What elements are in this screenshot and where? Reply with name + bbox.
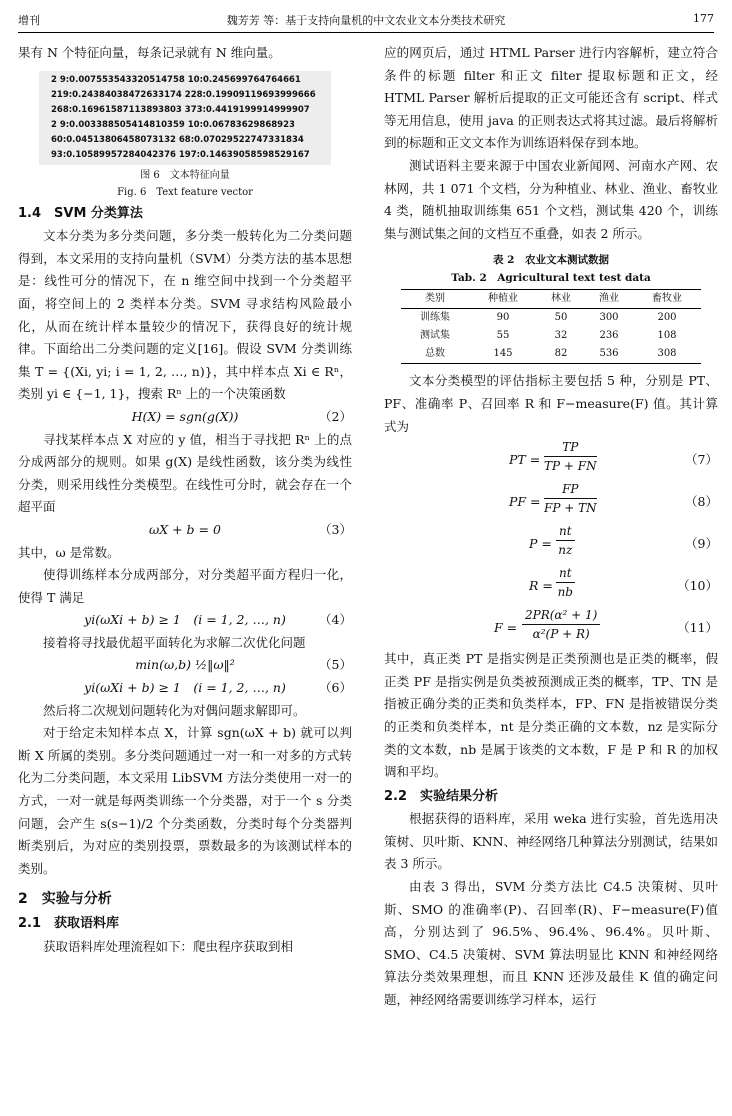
fig-line: 60:0.04513806458073132 68:0.07029522747331834 — [51, 134, 304, 145]
formula-11 — [384, 606, 718, 648]
fraction — [556, 522, 575, 559]
subsection-heading: 2.1 获取语料库 — [18, 916, 120, 931]
paragraph: 文本分类为多分类问题，多分类一般转化为二分类问题得到，本文采用的支持向量机（SVM）分类方法的基本思想是：线性可分的情况下，在 n 维空间中找到一个分类超平面，将空间上的 2 类样本分类。SVM 寻求结构风险最小化，从而在统计样本量较少的情况下，获得良好的统计规律。下面给出二分类问题的定义[16]。假设 SVM 分类训练集 T = {(Xi, yi; i = 1, 2, …, n)}，其中样本点 Xi ∈ Rⁿ，类别 yi ∈ {−1, 1}，搜索 Rⁿ 上的一个决策函数 — [18, 228, 352, 402]
fig-line: 268:0.16961587113893803 373:0.4419199914999907 — [51, 104, 310, 115]
table-cell: 145 — [469, 345, 537, 364]
fraction — [556, 564, 575, 601]
paragraph: 寻找某样本点 X 对应的 y 值，相当于寻找把 Rⁿ 上的点分成两部分的规则。如果 g(X) 是线性函数，该分类为线性分类，则采用线性分类模型。在线性可分时，就会存在一个超平面 — [18, 431, 352, 515]
numerator: nt — [556, 564, 575, 583]
table-cell: 300 — [599, 312, 619, 324]
paragraph: 由表 3 得出，SVM 分类方法比 C4.5 决策树、贝叶斯、SMO 的准确率(P)、召回率(R)、F−measure(F)值高，分别达到了 96.5%、96.4%、96.4%。贝叶斯、SMO、C4.5 决策树、SVM 算法明显比 KNN 和神经网络算法分类效果理想，而且 KNN 还涉及最佳 K 值的确定问题，神经网络需要训练学习样本，运行 — [384, 879, 718, 1008]
table-header: 种植业 — [469, 290, 537, 309]
paragraph: 其中，真正类 PT 是指实例是正类预测也是正类的概率，假正类 PF 是指实例是负类被预测成正类的概率，TP、TN 是指被正确分类的正类和负类样本，FP、FN 是指被错误分类的正类和负类样本，nt 是分类正确的文本数，nz 是实际分类的文本数，nb 是属于该类的文本数，F 是 P 和 R 的加权调和平均。 — [384, 651, 718, 780]
formula-lhs: F = — [494, 620, 518, 636]
equation-2 — [18, 406, 352, 429]
equation-body: yi(ωXi + b) ≥ 1 (i = 1, 2, …, n) — [84, 612, 286, 628]
equation-5 — [18, 654, 352, 677]
paragraph: 获取语料库处理流程如下：爬虫程序获取到相 — [43, 938, 294, 954]
formula-lhs: R = — [529, 578, 553, 594]
table-cell: 82 — [537, 345, 585, 364]
table-header: 林业 — [537, 290, 585, 309]
equation-number: （10） — [677, 578, 718, 594]
table-cell: 90 — [496, 312, 510, 324]
fig-line: 2 9:0.003388505414810359 10:0.06783629868923 — [51, 119, 295, 130]
equation-3 — [18, 519, 352, 542]
running-header — [18, 10, 714, 33]
left-column — [18, 42, 352, 958]
fig-line: 93:0.10589957284042376 197:0.14639058598529167 — [51, 149, 310, 160]
table-cell: 108 — [657, 330, 677, 342]
right-column — [384, 42, 718, 1012]
table-cell: 536 — [585, 345, 633, 364]
fraction — [544, 438, 597, 475]
formula-7 — [384, 438, 718, 480]
equation-body: yi(ωXi + b) ≥ 1 (i = 1, 2, …, n) — [84, 680, 286, 696]
fraction — [544, 480, 597, 517]
paragraph: 文本分类模型的评估指标主要包括 5 种，分别是 PT、PF、准确率 P、召回率 R 和 F−measure(F) 值。其计算式为 — [384, 373, 718, 434]
equation-number: （3） — [319, 521, 352, 537]
equation-body: min(ω,b) ½‖ω‖² — [135, 657, 235, 673]
table-header-row — [401, 290, 701, 309]
table-cell: 训练集 — [420, 312, 450, 324]
equation-4 — [18, 609, 352, 632]
denominator: TP + FN — [544, 459, 597, 474]
equation-number: （4） — [319, 612, 352, 628]
formula-lhs: PF = — [509, 494, 541, 510]
paragraph: 应的网页后，通过 HTML Parser 进行内容解析，建立符合条件的标题 filter 和正文 filter 提取标题和正文，经 HTML Parser 解析后提取的正文可能还含有 script、样式等无用信息，使用 java 的正则表达式将其过滤。最后将解析到的标题和正文文本作为训练语料保存到本地。 — [384, 45, 718, 151]
table-row — [401, 309, 701, 328]
table-header: 类别 — [401, 290, 469, 309]
table-caption-cn: 表 2 农业文本测试数据 — [493, 254, 609, 267]
table-header: 渔业 — [585, 290, 633, 309]
equation-body: H(X) = sgn(g(X)) — [131, 408, 239, 424]
table-2 — [401, 289, 701, 364]
table-cell: 32 — [554, 330, 568, 342]
numerator: TP — [544, 438, 597, 457]
table-cell: 200 — [657, 312, 677, 324]
equation-number: （6） — [319, 680, 352, 696]
equation-number: （7） — [685, 452, 718, 468]
denominator: α²(P + R) — [532, 627, 590, 642]
paragraph: 根据获得的语料库，采用 weka 进行实验，首先选用决策树、贝叶斯、KNN、神经网络几种算法分别测试，结果如表 3 所示。 — [384, 811, 718, 872]
paragraph: 接着将寻找最优超平面转化为求解二次优化问题 — [43, 634, 306, 650]
paragraph: 使得训练样本分成两部分，对分类超平面方程归一化，使得 T 满足 — [18, 567, 352, 605]
table-cell: 测试集 — [420, 330, 450, 342]
denominator: nz — [558, 543, 573, 558]
figure-caption-en: Fig. 6 Text feature vector — [117, 186, 253, 198]
fig-line: 2 9:0.007553543320514758 10:0.245699764764661 — [51, 74, 301, 85]
table-cell: 236 — [599, 330, 619, 342]
denominator: FP + TN — [544, 501, 597, 516]
numerator: 2PR(α² + 1) — [522, 606, 600, 625]
table-cell: 50 — [554, 312, 568, 324]
header-issue: 增刊 — [18, 14, 40, 27]
paragraph: 测试语料主要来源于中国农业新闻网、河南水产网、农林网，共 1 071 个文档，分为种植业、林业、渔业、畜牧业 4 类，随机抽取训练集 651 个文档，测试集 420 个，训练集与测试集之间的文档互不重叠，如表 2 所示。 — [384, 157, 718, 241]
numerator: FP — [544, 480, 597, 499]
table-row — [401, 327, 701, 345]
equation-number: （5） — [319, 657, 352, 673]
equation-number: （8） — [685, 494, 718, 510]
page-number: 177 — [693, 12, 714, 25]
equation-number: （9） — [685, 536, 718, 552]
header-title: 魏芳芳 等：基于支持向量机的中文农业文本分类技术研究 — [226, 14, 506, 27]
formula-10 — [384, 564, 718, 606]
table-cell: 308 — [633, 345, 701, 364]
section-heading: 2 实验与分析 — [18, 891, 112, 908]
denominator: nb — [557, 585, 573, 600]
table-cell: 总数 — [401, 345, 469, 364]
equation-6 — [18, 677, 352, 700]
paragraph: 然后将二次规划问题转化为对偶问题求解即可。 — [43, 702, 306, 718]
subsection-heading: 2.2 实验结果分析 — [384, 788, 499, 804]
paragraph: 对于给定未知样本点 X，计算 sgn(ωX + b) 就可以判断 X 所属的类别。多分类问题通过一对一和一对多的方式转化为二分类问题，本文采用 LibSVM 方法分类使用一对一的方式，一对一就是每两类训练一个分类器，对于一个 s 分类问题，会产生 s(s−1)/2 个分类函数，分类时每个分类器判断类别后，为对应的类别投票，票数最多的为该测试样本的类别。 — [18, 725, 352, 876]
formula-9 — [384, 522, 718, 564]
fig-line: 219:0.24384038472633174 228:0.19909119693999666 — [51, 89, 316, 100]
equation-number: （11） — [677, 620, 718, 636]
figure-caption-cn: 图 6 文本特征向量 — [140, 169, 230, 181]
paragraph: 果有 N 个特征向量，每条记录就有 N 维向量。 — [18, 45, 281, 60]
table-caption-en: Tab. 2 Agricultural text test data — [451, 272, 651, 285]
table-header: 畜牧业 — [633, 290, 701, 309]
formula-lhs: P = — [529, 536, 552, 552]
table-cell: 55 — [496, 330, 510, 342]
table-row — [401, 345, 701, 364]
formula-lhs: PT = — [509, 452, 541, 468]
formula-8 — [384, 480, 718, 522]
fraction — [522, 606, 600, 643]
equation-number: （2） — [319, 408, 352, 424]
numerator: nt — [556, 522, 575, 541]
equation-body: ωX + b = 0 — [149, 521, 221, 537]
section-heading: 1.4 SVM 分类算法 — [18, 205, 143, 221]
figure-6-feature-vectors — [39, 71, 331, 165]
paragraph: 其中，ω 是常数。 — [18, 544, 120, 560]
